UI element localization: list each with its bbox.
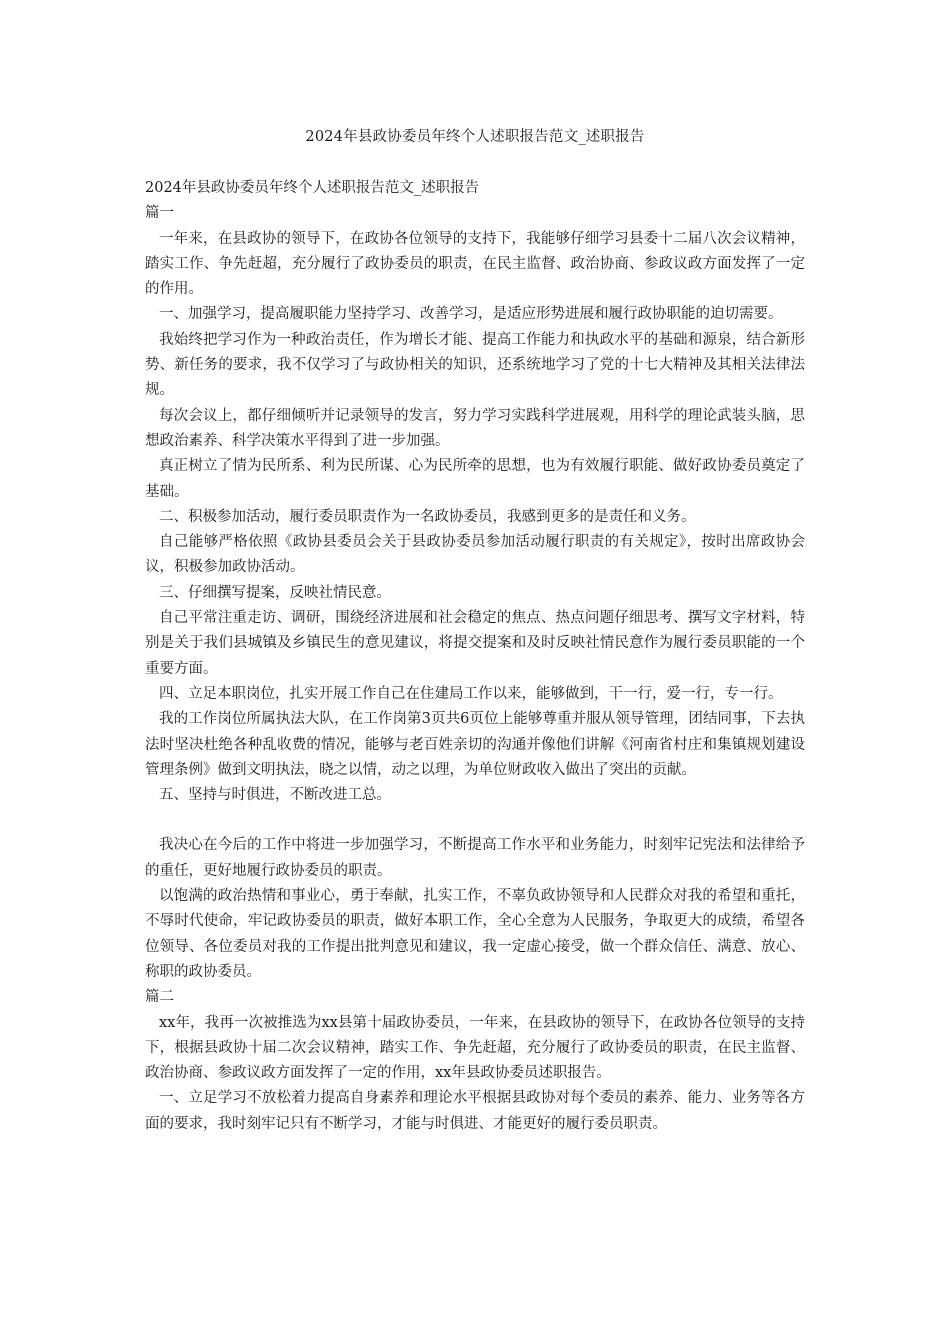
paragraph: xx年，我再一次被推选为xx县第十届政协委员，一年来，在县政协的领导下，在政协各位领导的支持下，根据县政协十届二次会议精神，踏实工作、争先赶超，充分履行了政协委员的职责，在民主监督、政治协商、参政议政方面发挥了一定的作用，xx年县政协委员述职报告。 [145, 1014, 805, 1082]
paragraph: 二、积极参加活动，履行委员职责作为一名政协委员，我感到更多的是责任和义务。 [159, 508, 696, 525]
paragraph: 一、加强学习，提高履职能力坚持学习、改善学习，是适应形势进展和履行政协职能的迫切需要。 [159, 306, 783, 323]
section-label-1: 篇一 [145, 205, 174, 222]
paragraph: 一年来，在县政协的领导下，在政协各位领导的支持下，我能够仔细学习县委十二届八次会议精神，踏实工作、争先赶超，充分履行了政协委员的职责，在民主监督、政治协商、参政议政方面发挥了一定的作用。 [145, 230, 805, 298]
paragraph: 自己平常注重走访、调研，围绕经济进展和社会稳定的焦点、热点问题仔细思考、撰写文字材料，特别是关于我们县城镇及乡镇民生的意见建议，将提交提案和及时反映社情民意作为履行委员职能的一个重要方面。 [145, 610, 805, 677]
paragraph: 五、坚持与时俱进，不断改进工总。 [159, 787, 391, 804]
document-body [145, 176, 805, 1137]
paragraph: 自己能够严格依照《政协县委员会关于县政协委员参加活动履行职责的有关规定》，按时出席政协会议，积极参加政协活动。 [145, 534, 805, 576]
document-heading: 2024年县政协委员年终个人述职报告范文_述职报告 [145, 180, 480, 196]
paragraph: 真正树立了情为民所系、利为民所谋、心为民所牵的思想，也为有效履行职能、做好政协委员奠定了基础。 [145, 458, 805, 500]
paragraph: 四、立足本职岗位，扎实开展工作自己在住建局工作以来，能够做到，干一行，爱一行，专一行。 [159, 685, 783, 702]
blank-line [145, 808, 805, 833]
paragraph: 以饱满的政治热情和事业心，勇于奉献，扎实工作，不辜负政协领导和人民群众对我的希望和重托，不辱时代使命，牢记政协委员的职责，做好本职工作，全心全意为人民服务，争取更大的成绩，希望各位领导、各位委员对我的工作提出批判意见和建议，我一定虚心接受，做一个群众信任、满意、放心、称职的政协委员。 [145, 888, 805, 980]
paragraph: 我的工作岗位所属执法大队，在工作岗第3页共6页位上能够尊重并服从领导管理，团结同事，下去执法时坚决杜绝各种乱收费的情况，能够与老百姓亲切的沟通并像他们讲解《河南省村庄和集镇规划建设管理条例》做到文明执法，晓之以情，动之以理，为单位财政收入做出了突出的贡献。 [145, 711, 805, 778]
section-label-2: 篇二 [145, 989, 174, 1006]
document-title: 2024年县政协委员年终个人述职报告范文_述职报告 [305, 129, 645, 145]
paragraph: 我决心在今后的工作中将进一步加强学习，不断提高工作水平和业务能力，时刻牢记宪法和法律给予的重任，更好地履行政协委员的职责。 [145, 837, 805, 879]
paragraph: 我始终把学习作为一种政治责任，作为增长才能、提高工作能力和执政水平的基础和源泉，结合新形势、新任务的要求，我不仅学习了与政协相关的知识，还系统地学习了党的十七大精神及其相关法律法规。 [145, 331, 805, 399]
paragraph: 一、立足学习不放松着力提高自身素养和理论水平根据县政协对每个委员的素养、能力、业务等各方面的要求，我时刻牢记只有不断学习，才能与时俱进、才能更好的履行委员职责。 [145, 1090, 805, 1132]
paragraph: 三、仔细撰写提案，反映社情民意。 [159, 584, 391, 601]
paragraph: 每次会议上，都仔细倾听并记录领导的发言，努力学习实践科学进展观，用科学的理论武装头脑，思想政治素养、科学决策水平得到了进一步加强。 [145, 407, 805, 449]
